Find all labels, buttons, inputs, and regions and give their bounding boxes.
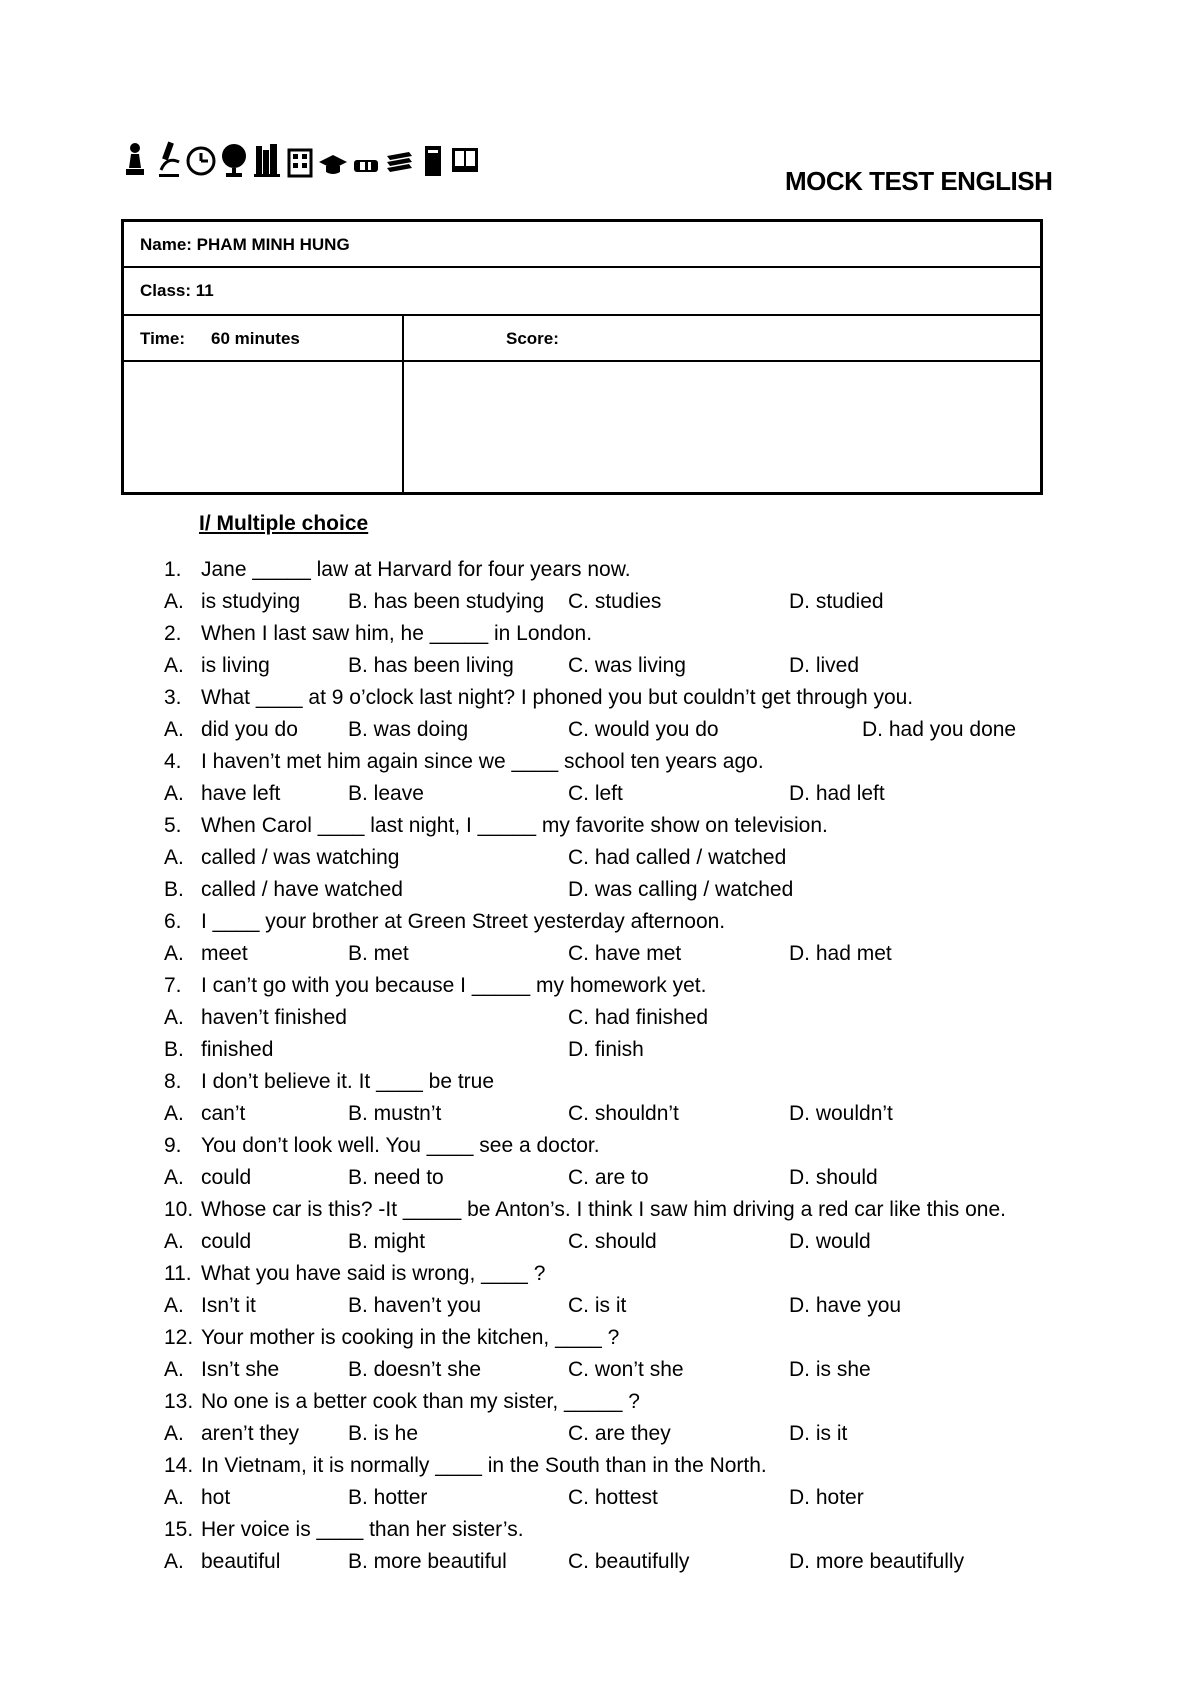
option-text: D. wouldn’t — [789, 1102, 893, 1125]
books-icon — [252, 140, 282, 178]
table-divider — [402, 316, 404, 492]
option-text: B. more beautiful — [348, 1550, 507, 1573]
option-text: C. won’t she — [568, 1358, 684, 1381]
question-number: 12. — [164, 1326, 194, 1349]
option-text: B. met — [348, 942, 409, 965]
question-text: Your mother is cooking in the kitchen, ____ ? — [201, 1326, 620, 1349]
option-text: D. lived — [789, 654, 860, 677]
answer-option — [789, 1294, 901, 1318]
answer-option — [348, 1486, 427, 1510]
option-text: can’t — [201, 1102, 246, 1125]
answer-option — [568, 1230, 657, 1254]
option-text: aren’t they — [201, 1422, 300, 1445]
answer-option — [164, 1006, 347, 1030]
option-text: finished — [201, 1038, 274, 1061]
option-text: C. shouldn’t — [568, 1102, 679, 1125]
option-text: haven’t finished — [201, 1006, 347, 1029]
section-heading: I/ Multiple choice — [199, 512, 369, 535]
answer-option — [164, 654, 270, 678]
option-text: B. has been living — [348, 654, 514, 677]
answer-option — [789, 1230, 871, 1254]
option-text: C. are to — [568, 1166, 649, 1189]
question-number: 6. — [164, 910, 182, 933]
option-text: Isn’t it — [201, 1294, 256, 1317]
answer-option — [164, 878, 403, 902]
answer-option — [568, 1486, 658, 1510]
option-text: could — [201, 1230, 252, 1253]
answer-option — [164, 942, 248, 966]
name-row — [124, 222, 1040, 268]
option-text: D. studied — [789, 590, 884, 613]
question-number: 3. — [164, 686, 182, 709]
student-info-table — [121, 219, 1043, 495]
option-text: B. might — [348, 1230, 426, 1253]
answer-option — [568, 654, 686, 678]
document-title: MOCK TEST ENGLISH — [785, 166, 1053, 196]
answer-option — [164, 718, 298, 742]
chess-pawn-icon — [120, 140, 150, 178]
option-text: B. need to — [348, 1166, 444, 1189]
option-text: C. had finished — [568, 1006, 709, 1029]
option-text: D. have you — [789, 1294, 902, 1317]
option-text: D. was calling / watched — [568, 878, 794, 901]
option-text: B. has been studying — [348, 590, 545, 613]
answer-option — [568, 1166, 649, 1190]
option-text: C. would you do — [568, 718, 719, 741]
time-label: Time: — [140, 329, 186, 348]
question-number: 8. — [164, 1070, 182, 1093]
answer-option — [348, 942, 409, 966]
answer-option — [348, 590, 544, 614]
answer-option — [568, 1006, 708, 1030]
question-text: I ____ your brother at Green Street yesterday afternoon. — [201, 910, 726, 933]
option-letter: A. — [164, 1230, 184, 1253]
answer-option — [789, 1358, 871, 1382]
option-text: B. is he — [348, 1422, 419, 1445]
question-text: I haven’t met him again since we ____ school ten years ago. — [201, 750, 764, 773]
option-text: is studying — [201, 590, 301, 613]
option-text: C. beautifully — [568, 1550, 690, 1573]
question-number: 11. — [164, 1262, 192, 1285]
answer-option — [348, 1166, 444, 1190]
option-text: C. was living — [568, 654, 686, 677]
option-text: called / have watched — [201, 878, 403, 901]
answer-option — [348, 1102, 441, 1126]
option-letter: A. — [164, 782, 184, 805]
answer-option — [568, 1102, 679, 1126]
answer-option — [568, 878, 793, 902]
answer-option — [789, 1550, 964, 1574]
answer-option — [348, 1550, 507, 1574]
option-text: D. more beautifully — [789, 1550, 965, 1573]
book-stack-icon — [384, 140, 414, 178]
answer-option — [568, 846, 786, 870]
answer-option — [568, 1038, 644, 1062]
question-text: Whose car is this? -It _____ be Anton’s. I think I saw him driving a red car like this one. — [201, 1198, 1007, 1221]
option-letter: B. — [164, 878, 184, 901]
question-number: 14. — [164, 1454, 194, 1477]
answer-option — [164, 1550, 280, 1574]
option-text: C. left — [568, 782, 623, 805]
answer-option — [789, 1166, 878, 1190]
option-letter: A. — [164, 718, 184, 741]
question-text: I can’t go with you because I _____ my homework yet. — [201, 974, 707, 997]
question-text: Jane _____ law at Harvard for four years now. — [201, 558, 631, 581]
answer-option — [164, 782, 280, 806]
option-text: have left — [201, 782, 281, 805]
option-text: C. studies — [568, 590, 662, 613]
answer-option — [789, 1102, 893, 1126]
answer-option — [568, 1422, 671, 1446]
question-text: You don’t look well. You ____ see a doctor. — [201, 1134, 600, 1157]
answer-option — [789, 1422, 847, 1446]
option-text: beautiful — [201, 1550, 281, 1573]
answer-option — [348, 1294, 481, 1318]
option-letter: A. — [164, 1486, 184, 1509]
option-text: D. is it — [789, 1422, 848, 1445]
microscope-icon — [153, 140, 183, 178]
answer-option — [568, 1358, 684, 1382]
question-text: In Vietnam, it is normally ____ in the South than in the North. — [201, 1454, 767, 1477]
question-number: 15. — [164, 1518, 194, 1541]
option-text: D. had left — [789, 782, 885, 805]
option-text: D. had met — [789, 942, 892, 965]
answer-option — [164, 1358, 279, 1382]
answer-option — [164, 1038, 273, 1062]
time-value: 60 minutes — [211, 329, 300, 348]
option-text: D. had you done — [862, 718, 1017, 741]
option-letter: A. — [164, 1294, 184, 1317]
answer-option — [789, 782, 885, 806]
answer-option — [568, 782, 623, 806]
option-text: B. leave — [348, 782, 424, 805]
option-letter: A. — [164, 1166, 184, 1189]
question-text: I don’t believe it. It ____ be true — [201, 1070, 495, 1093]
answer-option — [348, 1230, 425, 1254]
option-text: Isn’t she — [201, 1358, 280, 1381]
graduation-cap-icon — [318, 140, 348, 178]
option-letter: A. — [164, 590, 184, 613]
question-number: 9. — [164, 1134, 182, 1157]
question-number: 7. — [164, 974, 182, 997]
option-letter: A. — [164, 1006, 184, 1029]
notebook-icon — [417, 140, 447, 178]
time-score-row — [124, 316, 1040, 362]
answer-option — [568, 942, 681, 966]
option-letter: A. — [164, 846, 184, 869]
option-text: C. have met — [568, 942, 682, 965]
answer-option — [164, 1294, 256, 1318]
option-text: D. would — [789, 1230, 871, 1253]
question-number: 1. — [164, 558, 182, 581]
time-field — [140, 329, 300, 349]
answer-option — [789, 590, 884, 614]
option-text: D. should — [789, 1166, 878, 1189]
answer-option — [164, 1486, 230, 1510]
option-letter: A. — [164, 942, 184, 965]
question-number: 4. — [164, 750, 182, 773]
option-text: B. haven’t you — [348, 1294, 482, 1317]
question-text: What you have said is wrong, ____ ? — [201, 1262, 546, 1285]
answer-option — [164, 1102, 245, 1126]
clock-icon — [186, 140, 216, 178]
answer-option — [348, 1422, 418, 1446]
answer-option — [789, 1486, 864, 1510]
question-text: When I last saw him, he _____ in London. — [201, 622, 593, 645]
question-text: What ____ at 9 o’clock last night? I phoned you but couldn’t get through you. — [201, 686, 914, 709]
option-text: D. finish — [568, 1038, 644, 1061]
option-text: C. had called / watched — [568, 846, 787, 869]
student-class: Class: 11 — [140, 281, 214, 300]
question-text: When Carol ____ last night, I _____ my favorite show on television. — [201, 814, 828, 837]
globe-icon — [219, 140, 249, 178]
option-letter: B. — [164, 1038, 184, 1061]
answer-option — [164, 846, 399, 870]
option-text: C. is it — [568, 1294, 627, 1317]
score-label: Score: — [506, 329, 559, 348]
open-book-icon — [450, 140, 480, 178]
answer-option — [348, 654, 514, 678]
answer-option — [789, 654, 859, 678]
answer-option — [862, 718, 1016, 742]
option-letter: A. — [164, 1422, 184, 1445]
calculator-icon — [285, 140, 315, 178]
answer-option — [164, 1230, 251, 1254]
option-text: C. are they — [568, 1422, 671, 1445]
answer-option — [568, 1294, 626, 1318]
option-text: B. mustn’t — [348, 1102, 442, 1125]
question-number: 13. — [164, 1390, 194, 1413]
option-text: C. hottest — [568, 1486, 658, 1509]
option-letter: A. — [164, 1550, 184, 1573]
question-number: 10. — [164, 1198, 194, 1221]
option-text: called / was watching — [201, 846, 400, 869]
answer-option — [164, 1166, 251, 1190]
option-text: is living — [201, 654, 270, 677]
answer-option — [568, 590, 661, 614]
option-text: C. should — [568, 1230, 657, 1253]
answer-option — [568, 1550, 689, 1574]
answer-option — [348, 782, 424, 806]
question-text: No one is a better cook than my sister, _____ ? — [201, 1390, 640, 1413]
question-number: 5. — [164, 814, 182, 837]
option-text: could — [201, 1166, 252, 1189]
option-text: D. is she — [789, 1358, 871, 1381]
option-text: B. doesn’t she — [348, 1358, 482, 1381]
answer-option — [348, 718, 468, 742]
option-text: meet — [201, 942, 248, 965]
answer-option — [164, 590, 300, 614]
answer-option — [164, 1422, 299, 1446]
option-letter: A. — [164, 1102, 184, 1125]
student-name: Name: PHAM MINH HUNG — [140, 235, 350, 254]
answer-option — [348, 1358, 481, 1382]
answer-option — [789, 942, 892, 966]
answer-option — [568, 718, 719, 742]
option-text: did you do — [201, 718, 298, 741]
class-row — [124, 268, 1040, 316]
option-text: B. hotter — [348, 1486, 428, 1509]
option-letter: A. — [164, 1358, 184, 1381]
option-text: D. hoter — [789, 1486, 864, 1509]
question-number: 2. — [164, 622, 182, 645]
header-icons — [120, 140, 480, 178]
question-text: Her voice is ____ than her sister’s. — [201, 1518, 524, 1541]
option-letter: A. — [164, 654, 184, 677]
option-text: B. was doing — [348, 718, 469, 741]
option-text: hot — [201, 1486, 231, 1509]
eraser-icon — [351, 140, 381, 178]
